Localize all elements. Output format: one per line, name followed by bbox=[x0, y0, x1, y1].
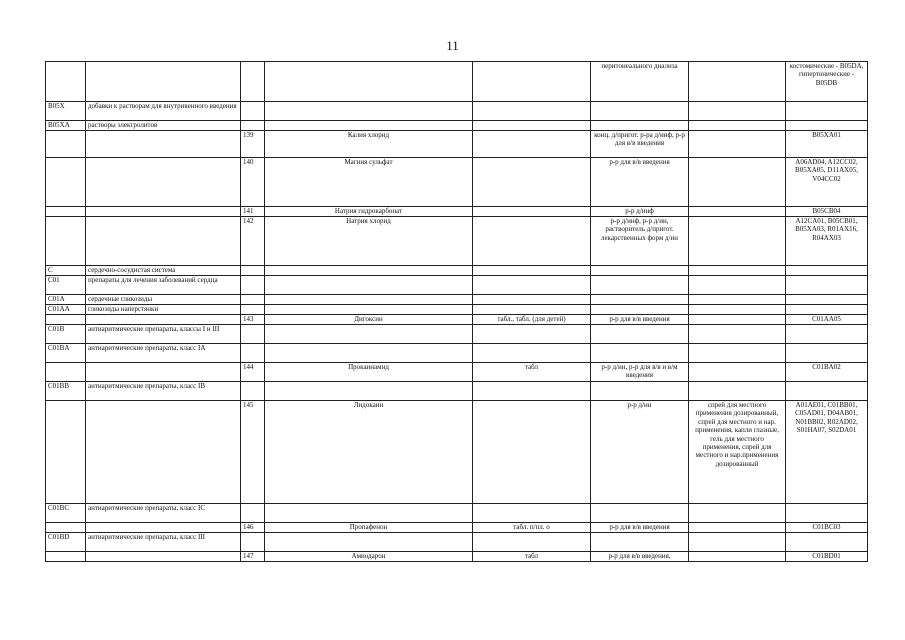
table-cell bbox=[86, 158, 241, 207]
table-cell: 143 bbox=[241, 315, 265, 325]
table-row bbox=[46, 552, 868, 562]
table-cell: добавки к растворам для внутривенного введения bbox=[86, 102, 241, 121]
table-cell bbox=[786, 504, 868, 523]
table-row bbox=[46, 523, 868, 533]
table-cell bbox=[46, 363, 86, 382]
table-cell: табл. п/пл. о bbox=[473, 523, 591, 533]
table-cell bbox=[591, 121, 689, 131]
table-cell bbox=[473, 62, 591, 102]
table-cell: табл bbox=[473, 363, 591, 382]
table-cell: Калия хлорид bbox=[265, 131, 473, 158]
table-cell bbox=[241, 295, 265, 305]
table-cell: 141 bbox=[241, 207, 265, 217]
table-cell bbox=[241, 62, 265, 102]
table-cell bbox=[689, 217, 786, 266]
table-cell bbox=[786, 102, 868, 121]
table-cell bbox=[86, 523, 241, 533]
table-cell: 140 bbox=[241, 158, 265, 207]
table-cell bbox=[265, 266, 473, 276]
table-cell: 139 bbox=[241, 131, 265, 158]
table-row bbox=[46, 325, 868, 344]
table-cell bbox=[265, 504, 473, 523]
table-cell bbox=[591, 504, 689, 523]
table-cell bbox=[591, 305, 689, 315]
table-row bbox=[46, 363, 868, 382]
table-row bbox=[46, 131, 868, 158]
table-cell bbox=[689, 295, 786, 305]
table-row bbox=[46, 266, 868, 276]
table-row bbox=[46, 62, 868, 102]
table-cell bbox=[46, 217, 86, 266]
table-cell: костомические - B05DA, гипертонические - B05DB bbox=[786, 62, 868, 102]
table-cell bbox=[689, 276, 786, 295]
table-cell bbox=[265, 533, 473, 552]
table-cell bbox=[473, 382, 591, 401]
table-cell: спрей для местного применения дозированный, спрей для местного и нар. применения, капли глазные, гель для местного применения, спрей для местного и нар.применения дозированный bbox=[689, 401, 786, 504]
table-cell: C01 bbox=[46, 276, 86, 295]
table-cell bbox=[265, 62, 473, 102]
table-cell: 144 bbox=[241, 363, 265, 382]
table-cell bbox=[689, 504, 786, 523]
table-cell bbox=[689, 523, 786, 533]
table-cell: C bbox=[46, 266, 86, 276]
table-cell bbox=[689, 158, 786, 207]
table-cell bbox=[689, 207, 786, 217]
table-cell: перитонеального диализа bbox=[591, 62, 689, 102]
table-cell bbox=[473, 217, 591, 266]
table-cell bbox=[265, 276, 473, 295]
page-number: 11 bbox=[446, 38, 459, 53]
table-cell: Дигоксин bbox=[265, 315, 473, 325]
table-cell bbox=[591, 344, 689, 363]
table-cell bbox=[241, 102, 265, 121]
table-row bbox=[46, 276, 868, 295]
table-cell: антиаритмические препараты, класс IA bbox=[86, 344, 241, 363]
table-cell: Лидокаин bbox=[265, 401, 473, 504]
table-cell bbox=[241, 266, 265, 276]
table-cell: C01BB bbox=[46, 382, 86, 401]
table-cell bbox=[786, 325, 868, 344]
table-cell: растворы электролитов bbox=[86, 121, 241, 131]
table-cell: Пропафенон bbox=[265, 523, 473, 533]
table-cell bbox=[241, 325, 265, 344]
table-row bbox=[46, 401, 868, 504]
table-cell: антиаритмические препараты, классы I и III bbox=[86, 325, 241, 344]
table-cell: C01BA bbox=[46, 344, 86, 363]
table-cell: гликозиды наперстянки bbox=[86, 305, 241, 315]
table-cell bbox=[786, 305, 868, 315]
table-cell bbox=[46, 207, 86, 217]
table-cell bbox=[241, 344, 265, 363]
table-cell: р-р для в/в введения bbox=[591, 523, 689, 533]
table-cell bbox=[473, 325, 591, 344]
table-cell bbox=[786, 121, 868, 131]
table-cell: сердечные гликозиды bbox=[86, 295, 241, 305]
table-cell bbox=[473, 131, 591, 158]
table-cell bbox=[241, 533, 265, 552]
table-cell bbox=[786, 344, 868, 363]
table-cell bbox=[689, 363, 786, 382]
table-cell bbox=[689, 315, 786, 325]
table-cell bbox=[689, 325, 786, 344]
table-cell: A01AE01, C01BB01, C05AD01, D04AB01, N01BB02, R02AD02, S01HA07, S02DA01 bbox=[786, 401, 868, 504]
table-cell bbox=[265, 121, 473, 131]
table-cell bbox=[689, 131, 786, 158]
table-cell: C01BC03 bbox=[786, 523, 868, 533]
table-row bbox=[46, 295, 868, 305]
table-cell bbox=[591, 276, 689, 295]
table-cell bbox=[473, 276, 591, 295]
table-cell bbox=[265, 102, 473, 121]
table-cell bbox=[786, 266, 868, 276]
table-cell bbox=[86, 207, 241, 217]
table-row bbox=[46, 102, 868, 121]
table-cell bbox=[265, 325, 473, 344]
table-row bbox=[46, 315, 868, 325]
table-cell: 145 bbox=[241, 401, 265, 504]
table-cell bbox=[265, 295, 473, 305]
table-cell bbox=[473, 266, 591, 276]
table-cell: C01AA bbox=[46, 305, 86, 315]
table-cell: C01A bbox=[46, 295, 86, 305]
table-cell bbox=[689, 382, 786, 401]
table-cell bbox=[265, 382, 473, 401]
table-cell bbox=[591, 266, 689, 276]
table-cell bbox=[265, 344, 473, 363]
table-row bbox=[46, 207, 868, 217]
table-cell: A06AD04, A12CC02, B05XA05, D11AX05, V04CC02 bbox=[786, 158, 868, 207]
table-cell bbox=[473, 305, 591, 315]
table-cell: р-р для в/в введения bbox=[591, 158, 689, 207]
table-cell bbox=[591, 295, 689, 305]
table-cell bbox=[591, 533, 689, 552]
table-cell bbox=[241, 382, 265, 401]
table-cell bbox=[786, 533, 868, 552]
table-cell bbox=[473, 344, 591, 363]
table-cell: 146 bbox=[241, 523, 265, 533]
table-cell bbox=[241, 121, 265, 131]
table-cell bbox=[786, 295, 868, 305]
table-cell: антиаритмические препараты, класс IC bbox=[86, 504, 241, 523]
table-cell bbox=[591, 325, 689, 344]
table-cell bbox=[689, 62, 786, 102]
table-cell bbox=[86, 315, 241, 325]
table-cell: C01BD bbox=[46, 533, 86, 552]
table-cell bbox=[689, 266, 786, 276]
table-cell bbox=[86, 552, 241, 562]
table-cell bbox=[473, 533, 591, 552]
table-row bbox=[46, 217, 868, 266]
table-cell: конц. д/пригот. р-ра д/инф, р-р для в/в введения bbox=[591, 131, 689, 158]
table-cell: сердечно-сосудистая система bbox=[86, 266, 241, 276]
table-row bbox=[46, 305, 868, 315]
table-cell bbox=[86, 363, 241, 382]
table-cell bbox=[473, 504, 591, 523]
table-cell bbox=[46, 552, 86, 562]
table-cell: B05CB04 bbox=[786, 207, 868, 217]
table-cell: р-р для в/в введения bbox=[591, 315, 689, 325]
table-cell: B05X bbox=[46, 102, 86, 121]
table-cell bbox=[689, 305, 786, 315]
table-cell bbox=[46, 131, 86, 158]
table-cell: Амиодарон bbox=[265, 552, 473, 562]
table-row bbox=[46, 121, 868, 131]
table-cell bbox=[689, 533, 786, 552]
table-cell: Натрия гидрокарбонат bbox=[265, 207, 473, 217]
table-cell bbox=[473, 158, 591, 207]
table-cell: C01BA02 bbox=[786, 363, 868, 382]
table-cell bbox=[473, 102, 591, 121]
table-cell: р-р д/ин, р-р для в/в и в/м введения bbox=[591, 363, 689, 382]
table-cell: препараты для лечения заболеваний сердца bbox=[86, 276, 241, 295]
table-cell: 147 bbox=[241, 552, 265, 562]
table-cell: табл bbox=[473, 552, 591, 562]
table-cell bbox=[473, 207, 591, 217]
table-cell bbox=[786, 382, 868, 401]
table-cell: 142 bbox=[241, 217, 265, 266]
table-cell bbox=[473, 121, 591, 131]
table-cell bbox=[689, 344, 786, 363]
table-row bbox=[46, 504, 868, 523]
table-cell bbox=[786, 276, 868, 295]
table-cell bbox=[86, 217, 241, 266]
table-cell bbox=[46, 523, 86, 533]
table-cell bbox=[86, 131, 241, 158]
table-cell bbox=[689, 552, 786, 562]
table-cell bbox=[46, 62, 86, 102]
table-cell: р-р для в/в введения, bbox=[591, 552, 689, 562]
table-cell: табл., табл. (для детей) bbox=[473, 315, 591, 325]
table-cell: р-р д/инф bbox=[591, 207, 689, 217]
table-cell bbox=[86, 62, 241, 102]
table-cell: Магния сульфат bbox=[265, 158, 473, 207]
table-cell: р-р д/ин bbox=[591, 401, 689, 504]
table-cell bbox=[46, 158, 86, 207]
table-row bbox=[46, 533, 868, 552]
table-cell bbox=[46, 401, 86, 504]
table-cell bbox=[241, 305, 265, 315]
table-cell: A12CA01, B05CB01, B05XA03, R01AX16, R04AX03 bbox=[786, 217, 868, 266]
table-cell: C01BD01 bbox=[786, 552, 868, 562]
table-cell bbox=[86, 401, 241, 504]
table-cell bbox=[591, 382, 689, 401]
table-row bbox=[46, 344, 868, 363]
table-cell: антиаритмические препараты, класс III bbox=[86, 533, 241, 552]
table-cell bbox=[473, 401, 591, 504]
table-cell: Прокаинамид bbox=[265, 363, 473, 382]
table-cell: C01AA05 bbox=[786, 315, 868, 325]
table-cell bbox=[591, 102, 689, 121]
table-cell: р-р д/инф, р-р д/ин, растворитель д/пригот. лекарственных форм д/ин bbox=[591, 217, 689, 266]
table-cell bbox=[473, 295, 591, 305]
table-cell bbox=[241, 276, 265, 295]
table-cell: B05XA01 bbox=[786, 131, 868, 158]
table-row bbox=[46, 158, 868, 207]
table-cell bbox=[46, 315, 86, 325]
table-cell: антиаритмические препараты, класс IB bbox=[86, 382, 241, 401]
table-cell: C01B bbox=[46, 325, 86, 344]
table-cell: C01BC bbox=[46, 504, 86, 523]
drug-table bbox=[45, 61, 868, 562]
table-cell bbox=[689, 121, 786, 131]
table-cell bbox=[241, 504, 265, 523]
table-cell: Натрия хлорид bbox=[265, 217, 473, 266]
table-cell: B05XA bbox=[46, 121, 86, 131]
table-row bbox=[46, 382, 868, 401]
table-cell bbox=[265, 305, 473, 315]
table-cell bbox=[689, 102, 786, 121]
